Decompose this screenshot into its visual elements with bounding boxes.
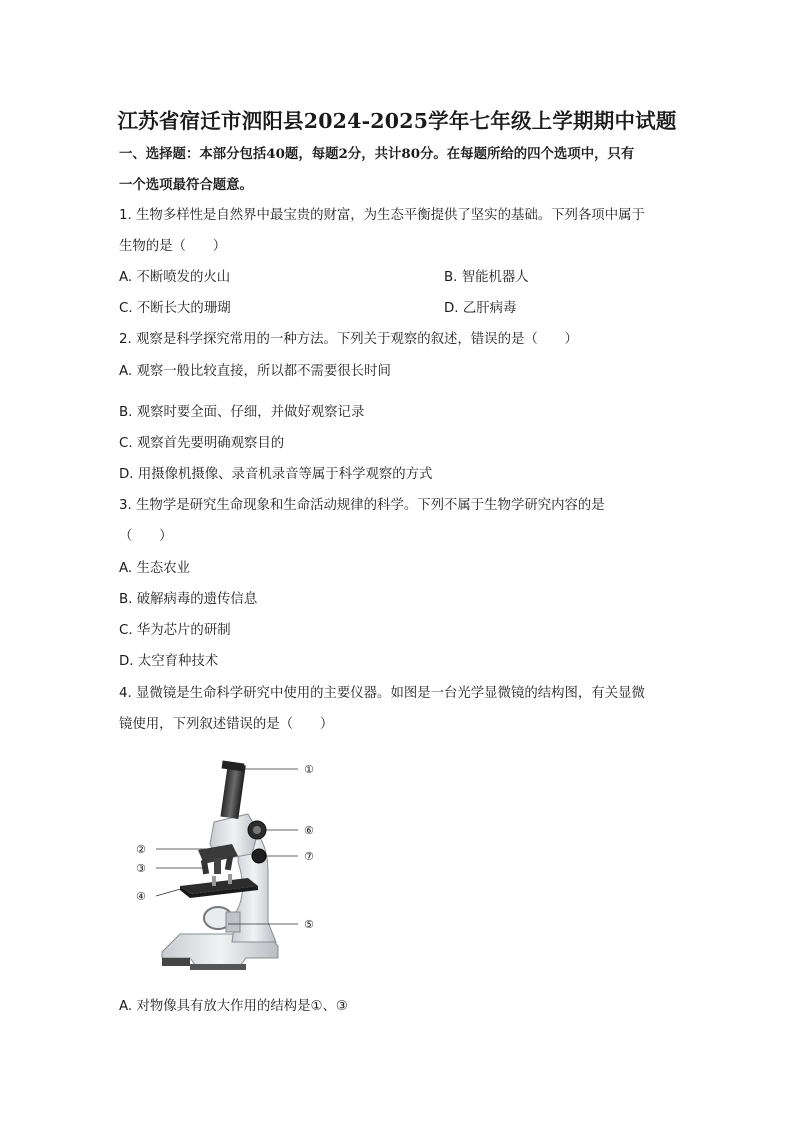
q1-option-d: D. 乙肝病毒 (444, 301, 517, 316)
section-heading-line2: 一个选项最符合题意。 (119, 177, 253, 193)
q3-option-a: A. 生态农业 (119, 561, 190, 576)
q3-option-c: C. 华为芯片的研制 (119, 623, 231, 638)
q2-option-d: D. 用摄像机摄像、录音机录音等属于科学观察的方式 (119, 467, 433, 482)
q3-option-b: B. 破解病毒的遗传信息 (119, 592, 258, 607)
label-6: ⑥ (304, 824, 314, 837)
label-3: ③ (136, 862, 146, 875)
q4-option-a: A. 对物像具有放大作用的结构是①、③ (119, 999, 348, 1014)
q2-option-a: A. 观察一般比较直接，所以都不需要很长时间 (119, 364, 391, 379)
q2-option-b: B. 观察时要全面、仔细，并做好观察记录 (119, 405, 365, 420)
label-4: ④ (136, 890, 146, 903)
label-1: ① (304, 763, 314, 776)
q1-option-c: C. 不断长大的珊瑚 (119, 301, 231, 316)
microscope-mirror (204, 907, 240, 932)
microscope-figure (128, 752, 328, 980)
q3-option-d: D. 太空育种技术 (119, 654, 219, 669)
q3-stem-line1: 3. 生物学是研究生命现象和生命活动规律的科学。下列不属于生物学研究内容的是 (119, 498, 605, 513)
q2-option-c: C. 观察首先要明确观察目的 (119, 436, 285, 451)
label-7: ⑦ (304, 850, 314, 863)
label-5: ⑤ (304, 918, 314, 931)
section-heading-line1: 一、选择题：本部分包括40题，每题2分，共计80分。在每题所给的四个选项中，只有 (119, 146, 635, 162)
q4-stem-line1: 4. 显微镜是生命科学研究中使用的主要仪器。如图是一台光学显微镜的结构图，有关显微 (119, 686, 645, 701)
q4-stem-line2: 镜使用，下列叙述错误的是（ ） (119, 717, 334, 732)
page-title: 江苏省宿迁市泗阳县2024-2025学年七年级上学期期中试题 (117, 109, 677, 133)
q1-option-a: A. 不断喷发的火山 (119, 270, 231, 285)
microscope-eyepiece (220, 761, 245, 819)
label-2: ② (136, 843, 146, 856)
q1-stem-line1: 1. 生物多样性是自然界中最宝贵的财富，为生态平衡提供了坚实的基础。下列各项中属于 (119, 208, 645, 223)
q3-stem-line2: （ ） (119, 529, 173, 544)
q1-stem-line2: 生物的是（ ） (119, 239, 227, 254)
q2-stem: 2. 观察是科学探究常用的一种方法。下列关于观察的叙述，错误的是（ ） (119, 332, 578, 347)
q1-option-b: B. 智能机器人 (444, 270, 529, 285)
